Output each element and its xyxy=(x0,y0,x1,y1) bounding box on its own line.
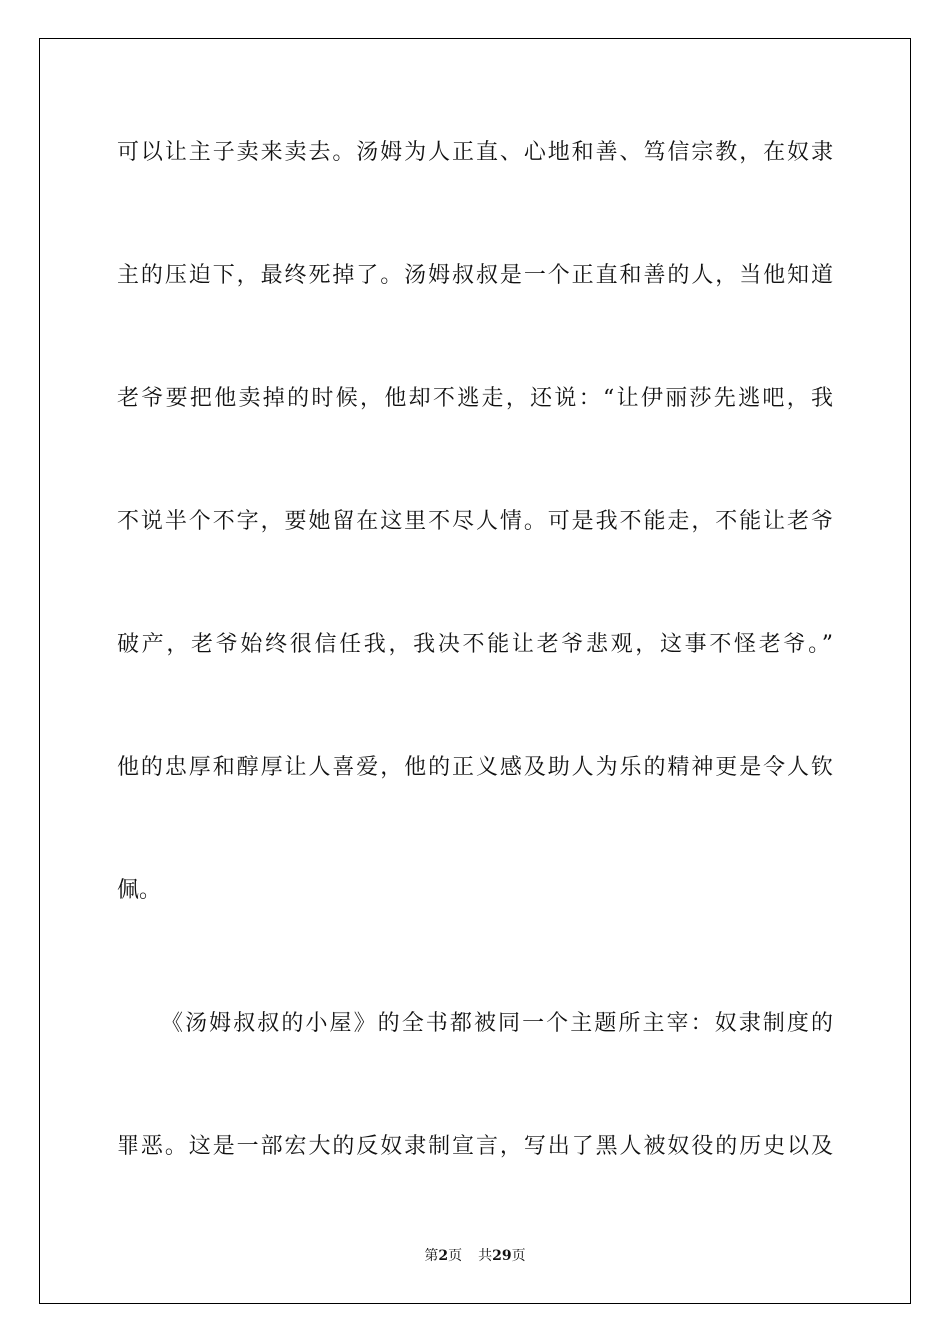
paragraph-2-line-1: 《汤姆叔叔的小屋》的全书都被同一个主题所主宰：奴隶制度的 xyxy=(161,1011,833,1036)
body-text-line-6: 他的忠厚和醇厚让人喜爱，他的正义感及助人为乐的精神更是令人钦 xyxy=(117,755,833,780)
paragraph-2-line-2: 罪恶。这是一部宏大的反奴隶制宣言，写出了黑人被奴役的历史以及 xyxy=(117,1134,833,1159)
body-text-line-4: 不说半个不字，要她留在这里不尽人情。可是我不能走，不能让老爷 xyxy=(117,509,833,534)
page-suffix: 页 xyxy=(448,1248,463,1264)
page-number: 2 xyxy=(438,1248,449,1264)
body-text-line-3: 老爷要把他卖掉的时候，他却不逃走，还说：“让伊丽莎先逃吧，我 xyxy=(117,386,833,411)
body-text-line-5: 破产，老爷始终很信任我，我决不能让老爷悲观，这事不怪老爷。” xyxy=(117,632,833,657)
body-text-line-2: 主的压迫下，最终死掉了。汤姆叔叔是一个正直和善的人，当他知道 xyxy=(117,263,833,288)
page-border xyxy=(39,38,911,1304)
total-suffix: 页 xyxy=(511,1248,526,1264)
page-footer xyxy=(0,1246,950,1266)
total-prefix: 共 xyxy=(478,1248,493,1264)
body-text-line-7: 佩。 xyxy=(117,878,162,903)
page-prefix: 第 xyxy=(424,1248,439,1264)
total-pages: 29 xyxy=(492,1248,512,1264)
body-text-line-1: 可以让主子卖来卖去。汤姆为人正直、心地和善、笃信宗教，在奴隶 xyxy=(117,140,833,165)
